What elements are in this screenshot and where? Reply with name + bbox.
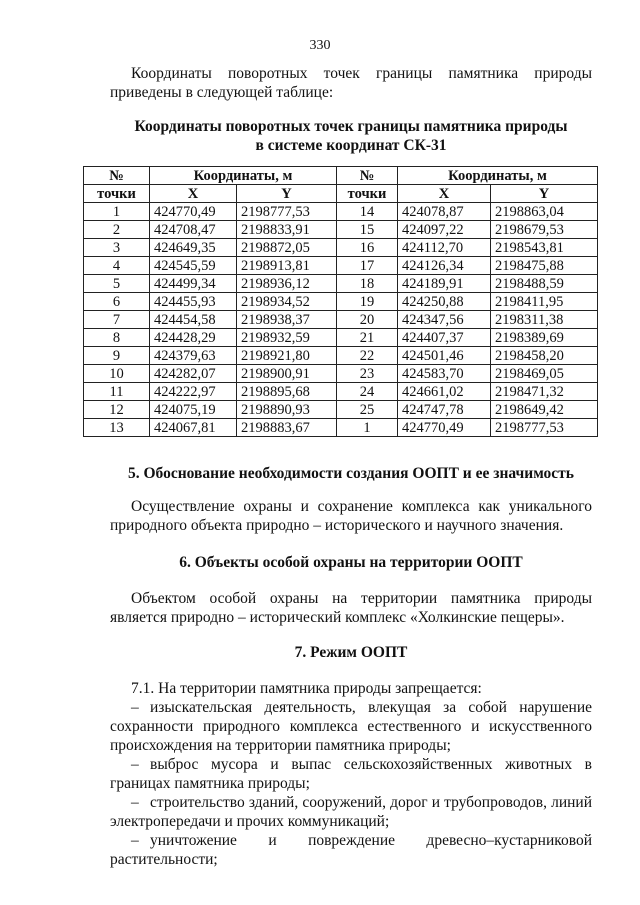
right-x-value: 424189,91 [398,275,491,293]
intro-paragraph: Координаты поворотных точек границы памятника природы приведены в следующей таблице: [110,65,592,101]
list-dash: – [131,699,139,716]
right-y-value: 2198389,69 [491,329,598,347]
right-x-value: 424770,49 [398,419,491,437]
list-item [110,793,592,831]
table-row [84,293,598,311]
left-x-value: 424075,19 [150,401,237,419]
right-point-no: 18 [337,275,398,293]
right-point-no: 17 [337,257,398,275]
left-point-no: 1 [84,203,150,221]
table-row [84,347,598,365]
section5-heading: 5. Обоснование необходимости создания ООПТ и ее значимость [128,465,574,482]
left-point-no: 11 [84,383,150,401]
left-x-value: 424282,07 [150,365,237,383]
section6-heading: 6. Объекты особой охраны на территории ООПТ [179,554,523,571]
right-point-no: 22 [337,347,398,365]
left-y-value: 2198872,05 [237,239,337,257]
table-row [84,383,598,401]
list-item-text: изыскательская деятельность, влекущая за собой нарушение сохранности природного комплекса естественного и искусственного происхождения на территории памятника природы; [110,699,592,754]
header-no-left: № [84,167,150,185]
right-x-value: 424583,70 [398,365,491,383]
left-y-value: 2198890,93 [237,401,337,419]
left-y-value: 2198883,67 [237,419,337,437]
list-dash: – [131,756,139,773]
right-y-value: 2198777,53 [491,419,598,437]
left-point-no: 3 [84,239,150,257]
right-point-no: 25 [337,401,398,419]
header-y-right: Y [491,185,598,203]
right-x-value: 424747,78 [398,401,491,419]
right-y-value: 2198863,04 [491,203,598,221]
section7-heading: 7. Режим ООПТ [294,644,408,661]
list-dash: – [131,832,139,849]
right-point-no: 23 [337,365,398,383]
section6-text: Объектом особой охраны на территории памятника природы является природно – исторический комплекс «Холкинские пещеры». [110,590,592,626]
right-x-value: 424347,56 [398,311,491,329]
header-no-right: № [337,167,398,185]
list-item [110,698,592,755]
list-dash: – [131,794,139,811]
right-x-value: 424126,34 [398,257,491,275]
header-y-left: Y [237,185,337,203]
left-y-value: 2198833,91 [237,221,337,239]
right-y-value: 2198649,42 [491,401,598,419]
right-point-no: 20 [337,311,398,329]
list-item [110,831,592,869]
left-y-value: 2198895,68 [237,383,337,401]
left-point-no: 5 [84,275,150,293]
left-point-no: 8 [84,329,150,347]
left-y-value: 2198921,80 [237,347,337,365]
right-point-no: 24 [337,383,398,401]
table-row [84,401,598,419]
left-x-value: 424499,34 [150,275,237,293]
table-row [84,203,598,221]
right-point-no: 19 [337,293,398,311]
left-point-no: 4 [84,257,150,275]
left-point-no: 7 [84,311,150,329]
right-x-value: 424501,46 [398,347,491,365]
right-y-value: 2198411,95 [491,293,598,311]
right-x-value: 424078,87 [398,203,491,221]
header-coords-right: Координаты, м [398,167,598,185]
left-point-no: 13 [84,419,150,437]
right-x-value: 424097,22 [398,221,491,239]
table-title-line1: Координаты поворотных точек границы памятника природы [134,118,568,135]
left-point-no: 9 [84,347,150,365]
left-x-value: 424222,97 [150,383,237,401]
left-y-value: 2198934,52 [237,293,337,311]
table-row [84,239,598,257]
table-row [84,275,598,293]
left-x-value: 424649,35 [150,239,237,257]
list-item-text: выброс мусора и выпас сельскохозяйственных животных в границах памятника природы; [110,756,592,792]
table-row [84,311,598,329]
right-y-value: 2198311,38 [491,311,598,329]
header-points-right: точки [337,185,398,203]
right-point-no: 1 [337,419,398,437]
page-number: 330 [309,38,331,53]
header-points-left: точки [84,185,150,203]
coordinates-table [83,166,598,437]
right-y-value: 2198679,53 [491,221,598,239]
left-y-value: 2198932,59 [237,329,337,347]
right-x-value: 424407,37 [398,329,491,347]
table-row [84,329,598,347]
left-x-value: 424454,58 [150,311,237,329]
table-row [84,419,598,437]
table-row [84,257,598,275]
right-y-value: 2198469,05 [491,365,598,383]
right-y-value: 2198475,88 [491,257,598,275]
table-row [84,221,598,239]
left-y-value: 2198913,81 [237,257,337,275]
header-x-right: X [398,185,491,203]
left-y-value: 2198777,53 [237,203,337,221]
section5-text: Осуществление охраны и сохранение комплекса как уникального природного объекта природно – исторического и научного значения. [110,498,592,534]
right-point-no: 16 [337,239,398,257]
left-y-value: 2198936,12 [237,275,337,293]
right-y-value: 2198471,32 [491,383,598,401]
table-header-row-1 [84,167,598,185]
list-item-text: строительство зданий, сооружений, дорог и трубопроводов, линий электропередачи и прочих коммуникаций; [110,794,592,830]
list-item-text: уничтожение и повреждение древесно–кустарниковой растительности; [110,832,592,868]
left-y-value: 2198938,37 [237,311,337,329]
left-point-no: 6 [84,293,150,311]
table-header-row-2 [84,185,598,203]
right-x-value: 424661,02 [398,383,491,401]
right-x-value: 424250,88 [398,293,491,311]
left-x-value: 424770,49 [150,203,237,221]
right-y-value: 2198543,81 [491,239,598,257]
left-x-value: 424455,93 [150,293,237,311]
table-title-line2: в системе координат СК-31 [255,137,447,154]
right-y-value: 2198458,20 [491,347,598,365]
left-x-value: 424708,47 [150,221,237,239]
right-x-value: 424112,70 [398,239,491,257]
right-y-value: 2198488,59 [491,275,598,293]
left-x-value: 424379,63 [150,347,237,365]
header-coords-left: Координаты, м [150,167,337,185]
left-y-value: 2198900,91 [237,365,337,383]
right-point-no: 14 [337,203,398,221]
right-point-no: 21 [337,329,398,347]
right-point-no: 15 [337,221,398,239]
left-point-no: 12 [84,401,150,419]
left-x-value: 424067,81 [150,419,237,437]
left-point-no: 10 [84,365,150,383]
header-x-left: X [150,185,237,203]
list-item [110,755,592,793]
left-x-value: 424545,59 [150,257,237,275]
left-point-no: 2 [84,221,150,239]
table-row [84,365,598,383]
left-x-value: 424428,29 [150,329,237,347]
section7-intro: 7.1. На территории памятника природы запрещается: [131,680,482,697]
